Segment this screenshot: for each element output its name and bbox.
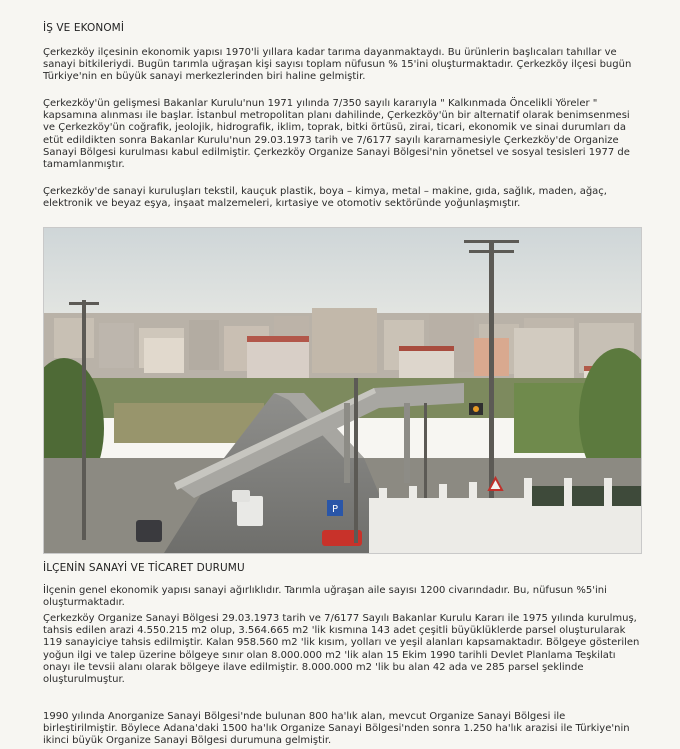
car: [136, 520, 162, 542]
paragraph-economy-intro: Çerkezköy ilçesinin ekonomik yapısı 1970'li yıllara kadar tarıma dayanmaktaydı. Bu ürünlerin başlıcaları tahıllar ve sanayi bitkileriydi. Bugün tarımla uğraşan kişi sayısı toplam nüfusun % 15'ini oluşturmaktadır. Çerkezköy ilçesi bugün Türkiye'nin en büyük sanayi merkezlerinden biri haline gelmiştir.: [43, 47, 632, 83]
paragraph-zone-merger: 1990 yılında Anorganize Sanayi Bölgesi'nde bulunan 800 ha'lık alan, mevcut Organize Sanayi Bölgesi ile birleştirilmiştir. Böylece Adana'daki 1500 ha'lık Organize Sanayi Bölgesi'nden sonra 1.250 ha'lık arazisi ile Türkiye'nin ikinci büyük Organize Sanayi Bölgesi durumuna gelmiştir.: [43, 711, 630, 747]
parking-sign-label: P: [331, 504, 339, 515]
paragraph-organized-industrial-zone: Çerkezköy Organize Sanayi Bölgesi 29.03.1973 tarih ve 7/6177 Sayılı Bakanlar Kurulu Kararı ile 1975 yılında kurulmuş, tahsis edilen arazi 4.550.215 m2 olup, 3.564.665 m2 'lik kısmına 143 adet çeşitli büyüklüklerde parsel oluşturularak 119 sanayiciye tahsis edilmiştir. Kalan 958.560 m2 'lik kısım, yolları ve yeşil alanları kapsamaktadır. Bölgeye gösterilen yoğun ilgi ve talep üzerine bölgeye sınır olan 8.000.000 m2 'lik alan 15 Ekim 1990 tarihli Devlet Planlama Teşkilatı onayı ile tevsii alanı olarak bölgeye ilave edilmiştir. 8.000.000 m2 'lik bu alan 42 ada ve 285 parsel şeklinde oluşturulmuştur.: [43, 613, 640, 686]
paragraph-development-history: Çerkezköy'ün gelişmesi Bakanlar Kurulu'nun 1971 yılında 7/350 sayılı kararıyla " Kalkınmada Öncelikli Yöreler " kapsamına alınması ile başlar. İstanbul metropolitan planı dahilinde, Çerkezköy'ün bir alternatif olarak benimsenmesi ve Çerkezköy'ün coğrafik, jeolojik, hidrografik, iklim, toprak, bitki örtüsü, zirai, ticari, ekonomik ve sinai durumları da etüt edildikten sonra Bakanlar Kurulu'nun 29.03.1973 tarih ve 7/6177 sayılı kararnamesiyle Çerkezköy'de Organize Sanayi Bölgesi kurulması kabul edilmiştir. Çerkezköy Organize Sanayi Bölgesi'nin yönetsel ve sosyal tesisleri 1977 de tamamlanmıştır.: [43, 98, 630, 171]
paragraph-industry-sectors: Çerkezköy'de sanayi kuruluşları tekstil, kauçuk plastik, boya – kimya, metal – makine, gıda, sağlık, maden, ağaç, elektronik ve beyaz eşya, inşaat malzemeleri, kırtasiye ve otomotiv sektöründe yoğunlaşmıştır.: [43, 186, 607, 210]
section-heading-economy: İŞ VE EKONOMİ: [43, 22, 125, 34]
section-heading-industry-trade: İLÇENİN SANAYİ VE TİCARET DURUMU: [43, 562, 245, 574]
city-bridge-photo: [43, 227, 642, 554]
paragraph-industry-overview: İlçenin genel ekonomik yapısı sanayi ağırlıklıdır. Tarımla uğraşan aile sayısı 1200 civarındadır. Bu, nüfusun %5'ini oluşturmaktadır.: [43, 585, 607, 609]
